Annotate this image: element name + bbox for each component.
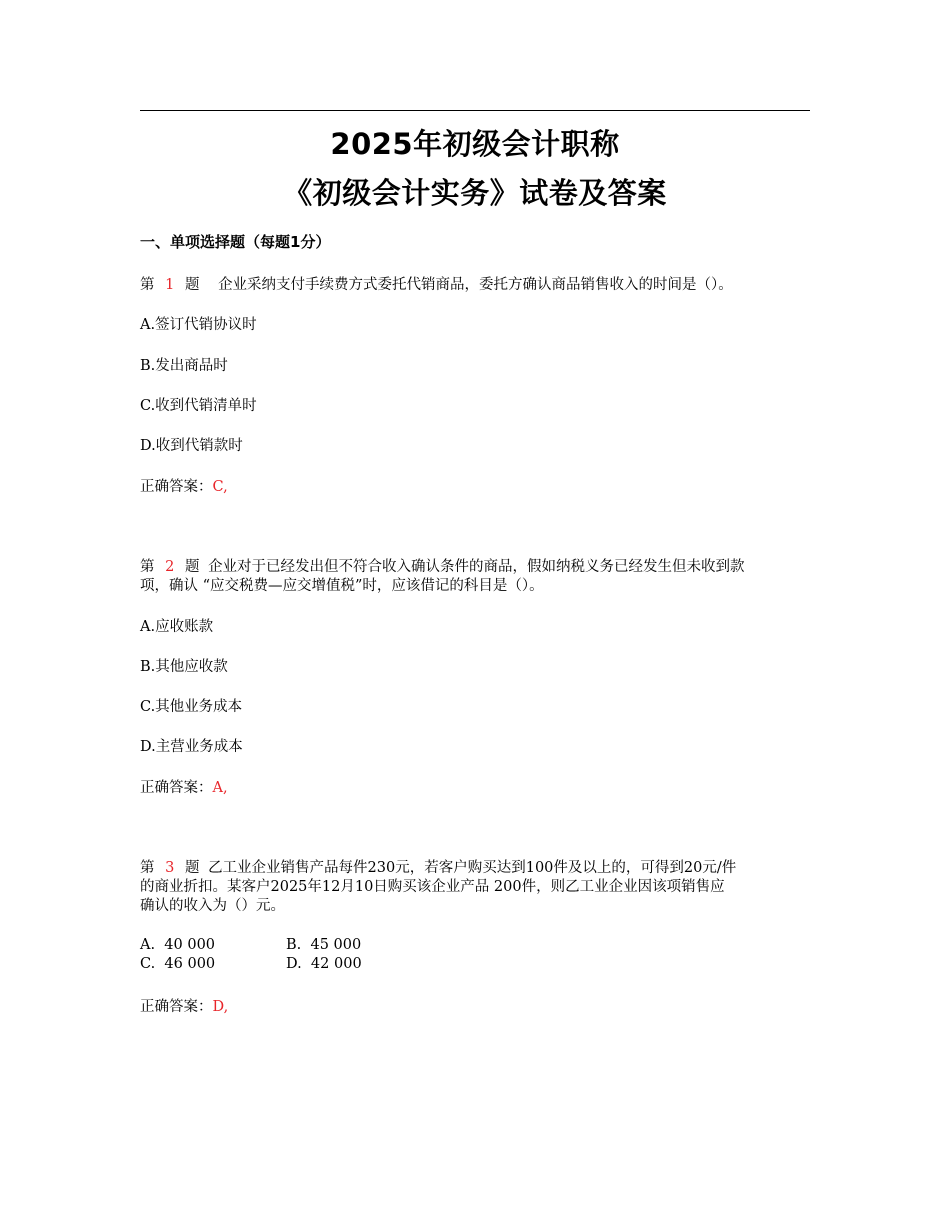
answer-line — [140, 997, 228, 1017]
page-title-line-1: 2025年初级会计职称 — [330, 127, 620, 161]
question-stem-line-1 — [140, 858, 736, 878]
option-b: B.其他应收款 — [140, 659, 228, 675]
question-suffix: 题 — [184, 277, 200, 293]
question-text: 企业对于已经发出但不符合收入确认条件的商品，假如纳税义务已经发生但未收到款 — [208, 559, 745, 575]
answer-line — [140, 778, 228, 798]
option-d: D.主营业务成本 — [140, 739, 243, 755]
answer-value: C, — [212, 479, 228, 495]
answer-value: A, — [212, 780, 228, 796]
option-b: B.发出商品时 — [140, 358, 228, 374]
answer-value: D, — [212, 999, 229, 1015]
option-c: C.收到代销清单时 — [140, 398, 257, 414]
option-b: B. 45 000 — [286, 937, 362, 953]
answer-label: 正确答案： — [140, 479, 213, 495]
option-a: A.签订代销协议时 — [140, 317, 257, 333]
question-number: 2 — [165, 559, 175, 575]
option-d: D.收到代销款时 — [140, 438, 243, 454]
section-heading: 一、单项选择题（每题1分） — [140, 233, 331, 251]
question-stem-line-2: 的商业折扣。某客户2025年12月10日购买该企业产品 200件，则乙工业企业因该项销售应 — [140, 879, 725, 895]
answer-line — [140, 477, 228, 497]
answer-label: 正确答案： — [140, 999, 213, 1015]
header-rule — [140, 110, 810, 111]
question-text: 乙工业企业销售产品每件230元，若客户购买达到100件及以上的，可得到20元/件 — [208, 860, 737, 876]
question-suffix: 题 — [184, 559, 200, 575]
question-stem-line-3: 确认的收入为（）元。 — [140, 898, 285, 914]
answer-label: 正确答案： — [140, 780, 213, 796]
page-title-line-2: 《初级会计实务》试卷及答案 — [283, 176, 667, 210]
question-prefix: 第 — [140, 559, 155, 575]
question-stem — [140, 275, 733, 295]
option-c: C.其他业务成本 — [140, 699, 243, 715]
option-c: C. 46 000 — [140, 956, 216, 972]
option-d: D. 42 000 — [286, 956, 362, 972]
option-a: A. 40 000 — [140, 937, 216, 953]
question-number: 1 — [165, 277, 175, 293]
question-suffix: 题 — [184, 860, 200, 876]
question-text: 企业采纳支付手续费方式委托代销商品，委托方确认商品销售收入的时间是（）。 — [218, 277, 733, 293]
question-stem-line-2: 项，确认 “应交税费—应交增值税”时，应该借记的科目是（）。 — [140, 578, 544, 594]
option-a: A.应收账款 — [140, 619, 214, 635]
question-prefix: 第 — [140, 860, 155, 876]
question-number: 3 — [165, 860, 175, 876]
question-prefix: 第 — [140, 277, 155, 293]
question-stem-line-1 — [140, 557, 745, 577]
